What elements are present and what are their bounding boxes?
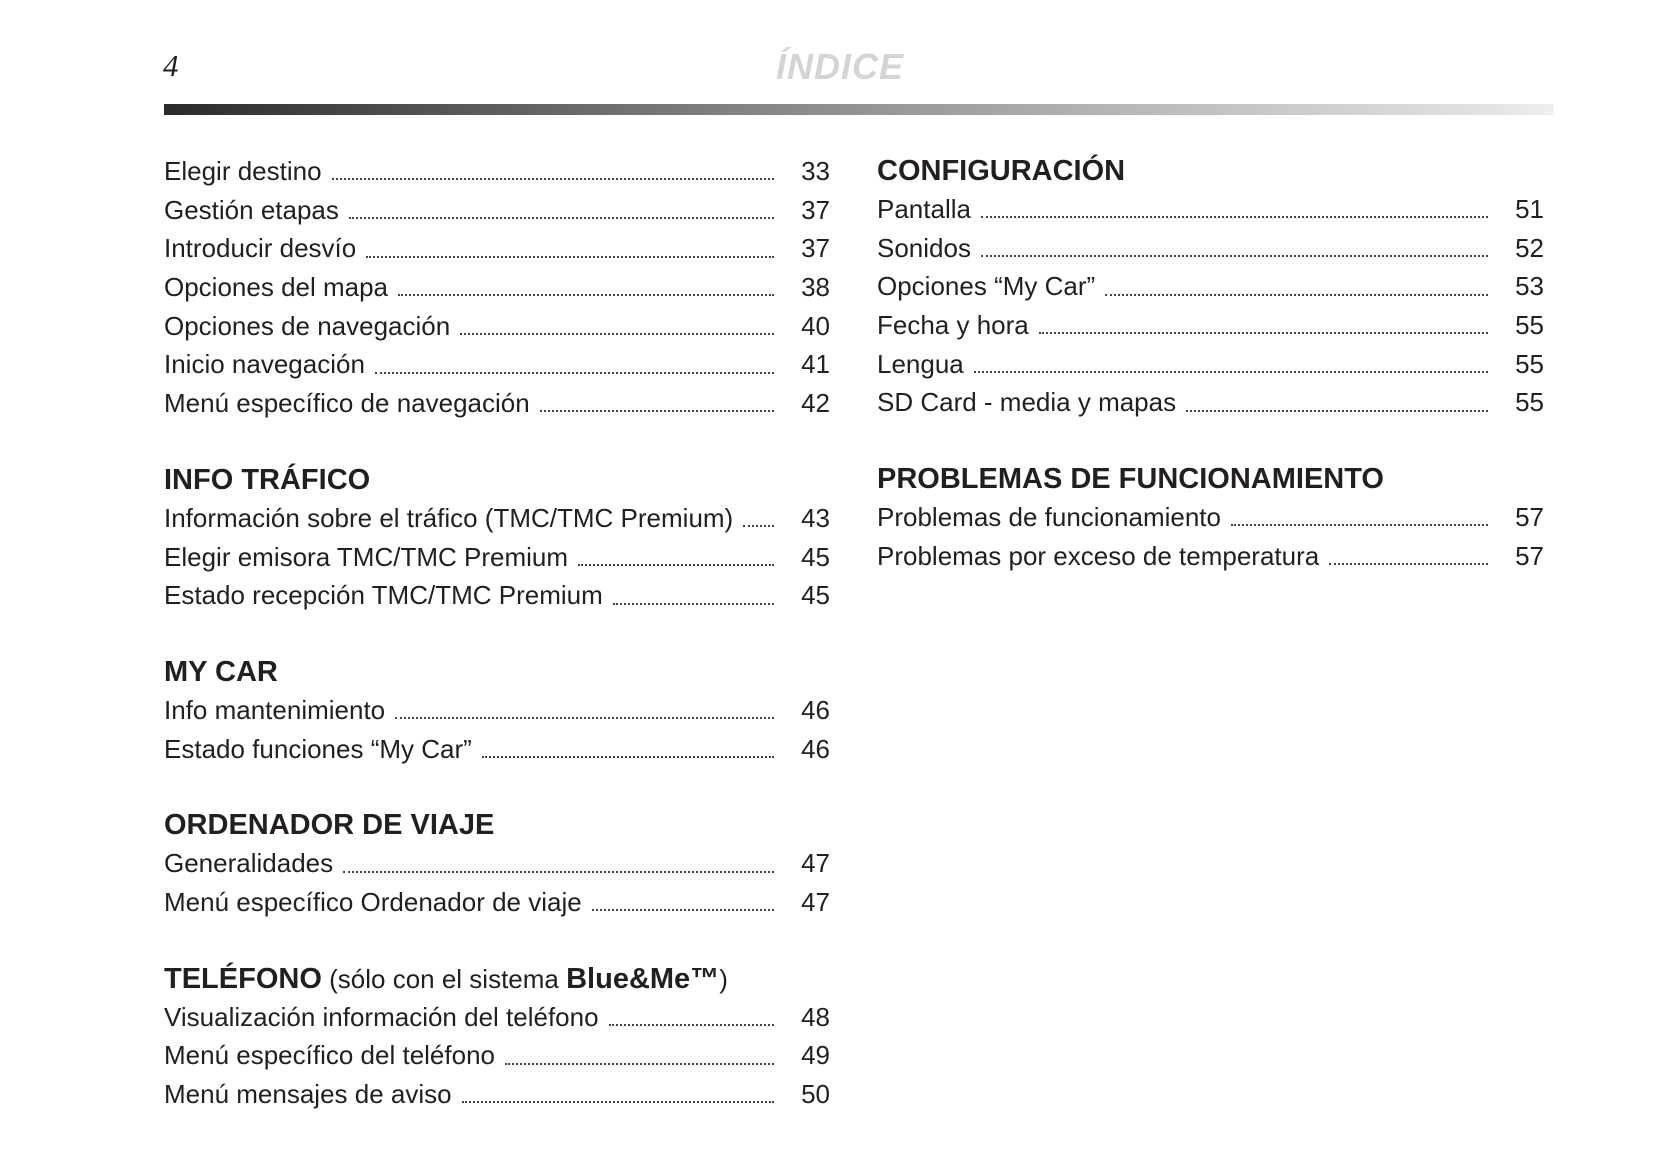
toc-entry[interactable] [164,576,830,615]
toc-entry[interactable] [164,152,830,191]
dot-leader [592,909,774,911]
section-heading: MY CAR [164,655,278,688]
toc-entry-label: Menú específico del teléfono [164,1040,495,1071]
toc-entry-page: 57 [1515,540,1544,571]
toc-entry-page: 45 [801,541,830,572]
toc-entry[interactable] [164,384,830,423]
toc-entry-label: Opciones “My Car” [877,271,1096,302]
dot-leader [1105,294,1488,296]
toc-entry-label: Elegir destino [164,156,322,186]
section-heading: INFO TRÁFICO [164,463,371,496]
dot-leader [578,564,774,566]
toc-entry-page: 46 [801,733,830,764]
toc-right-column [877,152,1544,614]
dot-leader [609,1024,774,1026]
dot-leader [482,756,774,758]
toc-entry-label: Opciones de navegación [164,310,451,341]
toc-entry-label: Visualización información del teléfono [164,1001,599,1032]
dot-leader [366,256,774,258]
toc-entry[interactable] [164,307,830,346]
toc-section-problemas [877,460,1544,575]
dot-leader [613,603,774,605]
toc-entry-page: 38 [801,272,830,303]
toc-entry[interactable] [164,998,830,1037]
toc-entry-label: Estado funciones “My Car” [164,733,472,764]
toc-entry-page: 43 [801,502,830,533]
section-heading-close: ) [719,963,728,994]
page-title: ÍNDICE [775,46,904,87]
toc-entry-page: 53 [1515,271,1544,302]
toc-entry-label: Inicio navegación [164,349,365,380]
dot-leader [343,871,774,873]
dot-leader [981,216,1488,218]
toc-entry-page: 48 [801,1001,830,1032]
toc-entry[interactable] [164,730,830,769]
toc-section-telefono [164,960,830,1114]
toc-entry-page: 55 [1515,310,1544,341]
toc-entry-label: Gestión etapas [164,194,339,225]
toc-entry[interactable] [164,268,830,307]
toc-entry-label: Generalidades [164,848,334,879]
toc-entry-label: Info mantenimiento [164,694,386,725]
toc-entry[interactable] [877,229,1544,268]
toc-entry[interactable] [164,691,830,730]
dot-leader [1231,524,1488,526]
toc-entry-page: 57 [1515,502,1544,533]
toc-section-info-trafico [164,461,830,615]
toc-entry-label: SD Card - media y mapas [877,387,1177,418]
toc-entry-label: Introducir desvío [164,233,357,264]
toc-entry-page: 47 [801,886,830,917]
toc-entry-page: 51 [1515,194,1544,224]
toc-left-column [164,152,830,1152]
toc-entry[interactable] [164,229,830,268]
dot-leader [1186,410,1488,412]
dot-leader [395,717,774,719]
toc-entry-label: Problemas de funcionamiento [877,502,1221,533]
toc-entry-page: 46 [801,694,830,725]
header-divider-bar [164,104,1554,115]
toc-entry-label: Menú específico de navegación [164,388,530,419]
toc-section-ordenador-de-viaje [164,806,830,921]
dot-leader [1039,332,1488,334]
toc-entry-label: Menú específico Ordenador de viaje [164,886,582,917]
toc-entry-page: 40 [801,310,830,341]
toc-entry[interactable] [164,1075,830,1114]
toc-entry-page: 55 [1515,348,1544,379]
dot-leader [1329,563,1488,565]
toc-entry-page: 50 [801,1079,830,1109]
toc-entry-label: Información sobre el tráfico (TMC/TMC Premium) [164,502,734,533]
section-heading-main: TELÉFONO [164,962,322,995]
toc-entry[interactable] [877,498,1544,537]
dot-leader [981,255,1488,257]
section-heading: ORDENADOR DE VIAJE [164,809,495,842]
toc-entry-page: 37 [801,194,830,225]
page-number: 4 [163,48,179,83]
dot-leader [743,525,774,527]
dot-leader [349,217,774,219]
toc-entry-page: 33 [801,156,830,186]
toc-entry-page: 42 [801,388,830,419]
toc-entry[interactable] [877,190,1544,229]
toc-section-navigation [164,152,830,423]
toc-entry-page: 45 [801,580,830,611]
toc-entry-label: Menú mensajes de aviso [164,1079,452,1109]
toc-entry-label: Opciones del mapa [164,272,389,303]
toc-entry[interactable] [877,537,1544,576]
toc-entry-page: 47 [801,848,830,879]
dot-leader [505,1063,774,1065]
toc-section-my-car [164,653,830,768]
toc-entry[interactable] [877,383,1544,422]
toc-entry-label: Fecha y hora [877,310,1029,341]
toc-entry[interactable] [164,499,830,538]
toc-entry-label: Sonidos [877,232,971,263]
dot-leader [540,410,774,412]
toc-entry-page: 52 [1515,232,1544,263]
dot-leader [460,333,774,335]
toc-entry-page: 37 [801,233,830,264]
toc-entry[interactable] [164,1036,830,1075]
dot-leader [974,371,1488,373]
dot-leader [375,372,774,374]
section-heading: CONFIGURACIÓN [877,155,1126,187]
toc-entry-label: Estado recepción TMC/TMC Premium [164,580,603,611]
section-heading-note: (sólo con el sistema [321,963,567,994]
toc-entry-label: Pantalla [877,194,971,224]
dot-leader [462,1101,774,1103]
toc-entry[interactable] [164,538,830,577]
toc-entry[interactable] [164,345,830,384]
toc-entry[interactable] [164,844,830,883]
toc-entry[interactable] [877,306,1544,345]
section-heading: PROBLEMAS DE FUNCIONAMIENTO [877,463,1384,496]
toc-entry-label: Problemas por exceso de temperatura [877,540,1320,571]
toc-entry-label: Lengua [877,348,964,379]
section-heading [164,960,830,998]
toc-entry-label: Elegir emisora TMC/TMC Premium [164,541,569,572]
toc-section-configuracion [877,152,1544,422]
section-heading-brand: Blue&Me™ [566,962,720,995]
toc-entry-page: 55 [1515,387,1544,418]
toc-entry[interactable] [164,883,830,922]
toc-entry-page: 49 [801,1040,830,1071]
toc-entry[interactable] [877,345,1544,384]
dot-leader [398,294,774,296]
toc-entry-page: 41 [801,349,830,380]
toc-entry[interactable] [877,267,1544,306]
dot-leader [332,178,774,180]
toc-entry[interactable] [164,191,830,230]
